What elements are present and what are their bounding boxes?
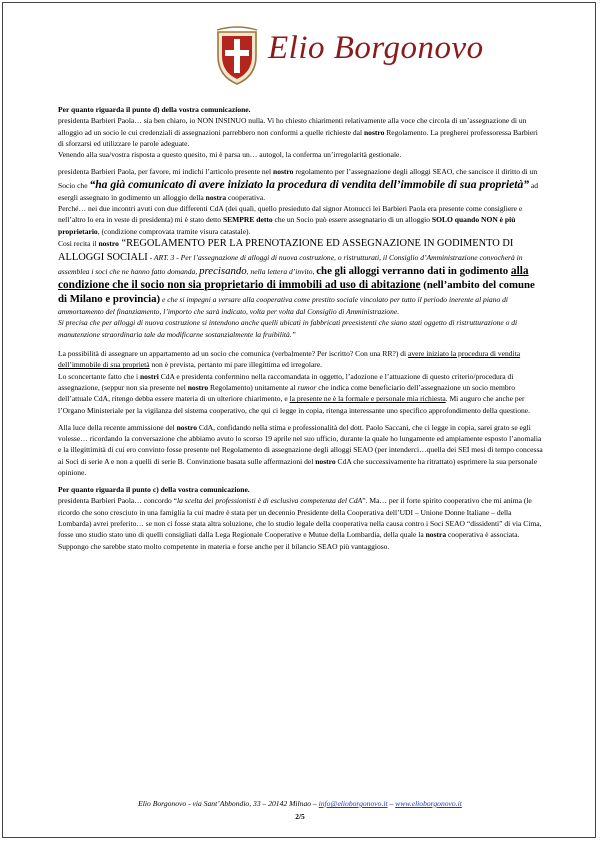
- text-italic: , nella lettera d’invito,: [246, 267, 317, 277]
- text-bold: SOLO quando NON è più proprietario: [58, 215, 516, 236]
- text-bold: nostro: [187, 383, 209, 393]
- text-span: regolamento per l’assegnazione degli alloggi SEAO, che sancisce il diritto di un Socio che: [58, 167, 538, 190]
- footer-address-text: Elio Borgonovo - via Sant’Abbondio, 33 – 20142 Milnao –: [138, 799, 319, 808]
- email-link[interactable]: info@elioborgonovo.it: [318, 799, 388, 808]
- paragraph-point-d: [58, 104, 544, 161]
- text-span: Suppongo che sarebbe stato molto competente in materia e forse anche per il bilancio SEAO più vantaggioso.: [58, 541, 390, 551]
- text-italic: e che si impegni a versare alla cooperativa come prestito sociale vincolato per tutto il periodo inerente al piano di ammortamento del finanziamento, l’importo che sarà indicato, volta per volta dal Consiglio di Amministrazione.: [58, 295, 509, 317]
- footer-address: [0, 799, 600, 808]
- text-italic: rumor: [297, 383, 317, 393]
- text-span: Lo sconcertante fatto che i: [58, 371, 140, 381]
- text-bold: nostra: [425, 530, 447, 540]
- text-span: presidenta Barbieri Paola, per favore, mi indichi l’articolo presente nel: [58, 167, 274, 177]
- text-span: cooperativa è associata.: [446, 530, 520, 540]
- text-span: Alla luce della recente ammissione del: [58, 422, 177, 432]
- text-bold: nostro: [98, 239, 119, 249]
- text-emphasis: precisando: [199, 265, 247, 278]
- text-bold: nostri: [139, 371, 159, 381]
- text-emphasis: che gli alloggi verranno dati in godimento: [316, 265, 511, 278]
- text-emphasis: (nell’ambito del comune di Milano e provincia): [58, 279, 535, 306]
- text-bold: nostro: [176, 422, 198, 432]
- shield-cross-icon: [215, 26, 259, 86]
- text-span: che indica come beneficiario dell’assegnazione un socio membro dell’attuale CdA, ritengo debba essere materia di un ulteriore chiarimento, e: [58, 383, 515, 404]
- text-span: che un Socio può essere assegnatario di un alloggio: [272, 215, 432, 225]
- paragraph-regulation: [58, 166, 544, 340]
- footer-separator: –: [387, 799, 396, 808]
- page-number: 2/5: [295, 812, 305, 821]
- text-underlined-emphasis: alla condizione che il socio non sia proprietario di immobili ad uso di abitazione: [58, 265, 529, 292]
- text-span: presidenta Barbieri Paola… sia ben chiaro, io NON INSINUO nulla. Vi ho chiesto chiarimenti relativamente alla voce che circola di un’assegnazione di un alloggio ad un socio le cui credenziali di assegnazioni parrebbero non conformi a quelle richieste dal: [58, 116, 527, 137]
- text-span: La possibilità di assegnare un appartamento ad un socio che comunica (verbalmente? Per iscritto? Con una RR?) di: [58, 349, 408, 359]
- text-span: Venendo alla sua/vostra risposta a questo quesito, mi è parsa un… autogol, la conferma un’irregolarità gestionale.: [58, 150, 402, 160]
- text-bold: nostro: [273, 167, 294, 177]
- paragraph-assignment: [58, 348, 544, 416]
- brand-name: Elio Borgonovo: [268, 30, 484, 66]
- text-underlined: avere iniziato la procedura di vendita dell’immobile di sua proprietà: [58, 349, 521, 370]
- text-span: Regolamento. La pregherei professoressa Barbieri di sforzarsi ed utilizzare le parole adeguate.: [58, 127, 538, 149]
- text-span: cooperativa.: [226, 192, 266, 202]
- text-span: Così recita il: [58, 239, 99, 249]
- regulation-title: “REGOLAMENTO PER LA PRENOTAZIONE ED ASSEGNAZIONE IN GODIMENTO DI ALLOGGI SOCIALI: [58, 238, 514, 263]
- text-bold: SEMPRE detto: [222, 215, 273, 225]
- text-span: , (condizione comprovata tramite visura catastale).: [97, 226, 251, 236]
- text-span: ad esergli assegnato in godimento un alloggio della: [58, 180, 539, 202]
- website-link[interactable]: www.elioborgonovo.it: [395, 799, 462, 808]
- text-italic: Si precisa che per alloggi di nuova costruzione si intendono anche quelli ubicati in fabbricati preesistenti che siano stati oggetto di ristrutturazione o di manutenzione straordinaria tale da modificarne sostanzialmente la fruibilità.”: [58, 318, 518, 339]
- letter-body: [58, 104, 544, 558]
- text-span: non è prevista, pertanto mi pare illegittima ed irregolare.: [149, 360, 323, 370]
- text-span: Perché… nei due incontri avuti con due differenti CdA (dei quali, quello presieduto dal signor Atonucci lei Barbieri Paola era presente come consigliere e nell’altro lo era in veste di presidenta) mi è stato detto: [58, 204, 523, 225]
- paragraph-saccani: [58, 422, 544, 479]
- letterhead: [0, 22, 600, 92]
- text-span: CdA che successivamente ha ritrattato) esprimere la sua personale opinione.: [58, 456, 538, 478]
- text-span: Regolamento) unitamente al: [208, 383, 298, 393]
- text-bold: nostra: [205, 192, 227, 202]
- text-bold: nostro: [315, 456, 336, 466]
- quote-highlight: “ha già comunicato di avere iniziato la procedura di vendita dell’immobile di sua proprietà”: [89, 177, 530, 191]
- section-heading: Per quanto riguarda il punto c) della vostra comunicazione.: [58, 485, 250, 495]
- text-span: CdA, confidando nella stima e professionalità del dott. Paolo Saccani, che ci legge in copia, sarei grato se egli volesse… ricordando la conversazione che abbiamo avuto lo scorso 19 aprile nel suo ufficio, durante la quale ho lungamente ed ampiamente esposto l’anomalia e la illegittimità di cui ero convinto fosse presente nel Regolamento di assegnazione degli alloggi SEAO (per intenderci…quella dei SEI mesi di tempo concessa ai Soci di serie A e non a quelli di serie B. Convinzione basata sulle affermazioni del: [58, 422, 543, 466]
- text-span: presidenta Barbieri Paola… concordo “: [58, 496, 178, 506]
- paragraph-point-c: [58, 484, 544, 552]
- section-heading: Per quanto riguarda il punto d) della vostra comunicazione.: [58, 105, 251, 114]
- text-underlined: la presente ne è la formale e personale mia richiesta: [289, 394, 446, 404]
- text-span: . Mi auguro che anche per l’Organo Ministeriale per la vigilanza del sistema cooperativo, che qui ci legge in copia, ritenga interessante uno specifico approfondimento della questione.: [58, 394, 531, 415]
- text-italic: - ART. 3 - Per l’assegnazione di alloggi di nuova costruzione, o ristrutturati, il Consiglio d’Amministrazione convocherà in assemblea i soci che ne hanno fatto domanda,: [58, 252, 523, 277]
- text-bold: nostro: [363, 127, 385, 137]
- text-span: ”. Ma… per il forte spirito cooperativo che mi anima (le ricordo che sono cresciuto in una famiglia la cui madre è stata per un decennio Presidente della Cooperativa dell’UDI – Unione Donne Italiane – della Lombarda) avrei preferito… se non ci fosse stata altra soluzione, che lo studio legale della cooperativa nella causa contro i Soci SEAO “dissidenti” di via Cima, fosse uno studio stato uno di quelli consigliati dalla Lega Regionale Cooperative e Mutue della Lombardia, della quale la: [58, 496, 542, 540]
- text-italic: la scelta dei professionisti è di esclusiva competenza del CdA: [177, 496, 363, 506]
- text-span: CdA e presidenta confermino nella raccomandata in oggetto, l’adozione e l’attuazione di questo criterio/procedura di assegnazione, (seppur non sia presente nel: [58, 371, 514, 393]
